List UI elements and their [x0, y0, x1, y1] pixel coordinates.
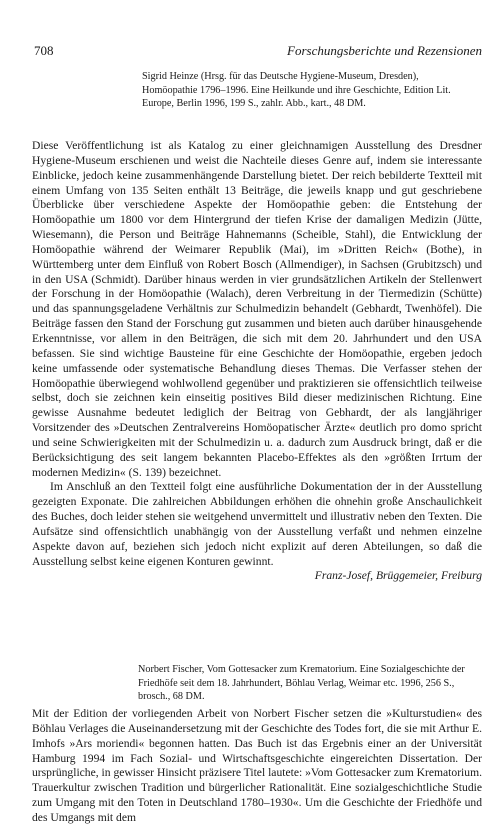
review-paragraph: Diese Veröffentlichung ist als Katalog zu einer gleichnamigen Ausstellung des Dresdner Hygiene-Museum erschienen und weist die Nachteile dieses Genre auf, indem sie interessante Einblicke, jedoch keine zusammenhängende Darstellung bietet. Der reich bebilderte Textteil mit einem Umfang von 135 Seiten enthält 13 Beiträge, die jeweils knapp und gut geschriebene Überblicke über verschiedene Aspekte der Homöopathie geben: die Entstehung der Homöopathie um 1800 vor dem Hintergrund der tiefen Krise der damaligen Medizin (Jütte, Wiesemann), die Person und Beiträge Hahnemanns (Scheible, Stahl), die Entwicklung der Homöopathie während der Weimarer Republik (Mai), im »Dritten Reich« (Bothe), in Württemberg unter dem Einfluß von Robert Bosch (Allmendiger), in Sachsen (Grubitzsch) und in den USA (Schmidt). Darüber hinaus werden in vier grundsätzlichen Artikeln der Stellenwert der Forschung in der Homöopathie (Walach), deren Verbreitung in der Tiermedizin (Schütte) und das spannungsgeladene Verhältnis zur Schulmedizin behandelt (Gebhardt, Twenhöfel). Die Beiträge fassen den Stand der Forschung gut zusammen und bieten auch darüber hinausgehende Erkenntnisse, vor allem in den Beiträgen, die sich mit dem 20. Jahrhundert und den USA befassen. Sie sind wichtige Bausteine für eine Geschichte der Homöopathie, ergeben jedoch keine umfassende oder systematische Behandlung dieses Themas. Die Verfasser stehen der Homöopathie überwiegend wohlwollend gegenüber und praktizieren sie offensichtlich teilweise selbst, doch sie zeichnen kein einseitig positives Bild dieser medizinischen Richtung. Eine gewisse Ausnahme bedeutet lediglich der Beitrag von Gebhardt, der als langjähriger Vorsitzender des »Deutschen Zentralvereins Homöopatischer Ärzte« deutlich pro domo spricht und seine Schwierigkeiten mit der Schulmedizin u. a. dadurch zum Ausdruck bringt, daß er die Berücksichtigung des seit langem bekannten Placebo-Effektes als den »größten Irrtum der modernen Medizin« (S. 139) bezeichnet. — [32, 139, 482, 479]
review-paragraph: Mit der Edition der vorliegenden Arbeit von Norbert Fischer setzen die »Kulturstudien« des Böhlau Verlages die Auseinandersetzung mit der Geschichte des Todes fort, die sie mit Arthur E. Imhofs »Ars moriendi« begonnen hatten. Das Buch ist das Ergebnis einer an der Universität Hamburg 1994 im Fach Sozial- und Wirtschaftsgeschichte eingereichten Dissertation. Der ursprüngliche, in gewisser Hinsicht präzisere Titel lautete: »Vom Gottesacker zum Krematorium. Trauerkultur zwischen Tradition und bürgerlicher Rationalität. Eine sozialgeschichtliche Studie zum Umgang mit den Toten in Deutschland 1780–1930«. Um die Geschichte der Friedhöfe und des Umgangs mit dem — [32, 707, 482, 824]
review-body — [32, 707, 482, 826]
reviewer-signature: Franz-Josef, Brüggemeier, Freiburg — [314, 569, 482, 583]
running-title: Forschungsberichte und Rezensionen — [287, 43, 482, 58]
review-paragraph: Im Anschluß an den Textteil folgt eine ausführliche Dokumentation der in der Ausstellung gezeigten Exponate. Die zahlreichen Abbildungen erhöhen die ohnehin große Anschaulichkeit des Buches, doch leider stehen sie weitgehend unvermittelt und illustrativ neben den Texten. Die Aufsätze sind offensichtlich unabhängig von der Ausstellung verfaßt und nehmen einzelne Aspekte davon auf, beziehen sich jedoch nicht explizit auf deren Abteilungen, so daß die Ausstellung selbst keine eigenen Konturen gewinnt. — [32, 480, 482, 568]
page-number: 708 — [34, 43, 54, 58]
page-header — [34, 43, 482, 59]
review-citation: Sigrid Heinze (Hrsg. für das Deutsche Hygiene-Museum, Dresden), Homöopathie 1796–1996. Eine Heilkunde und ihre Geschichte, Edition Lit. Europe, Berlin 1996, 199 S., zahlr. Abb., kart., 48 DM. — [142, 71, 451, 110]
review-citation: Norbert Fischer, Vom Gottesacker zum Krematorium. Eine Sozialgeschichte der Friedhöfe seit dem 18. Jahrhundert, Böhlau Verlag, Weimar etc. 1996, 256 S., brosch., 68 DM. — [138, 664, 465, 703]
review-body — [32, 139, 482, 584]
